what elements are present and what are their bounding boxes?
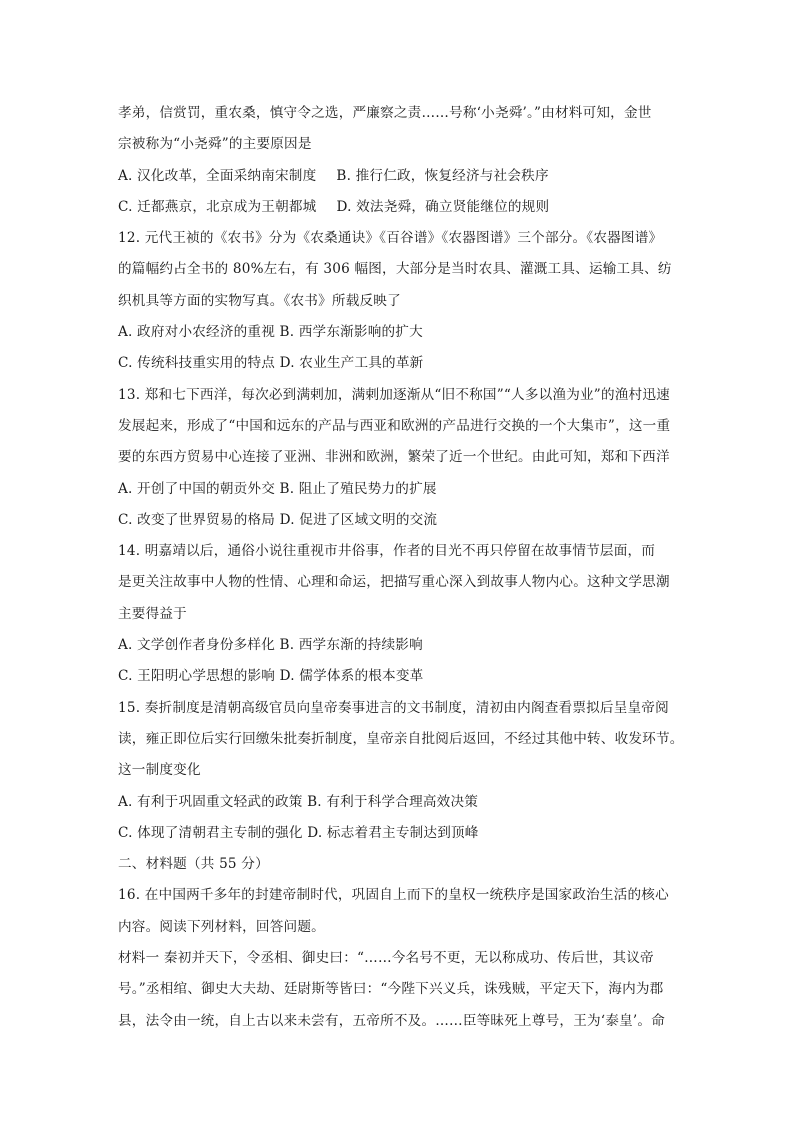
option-c: C. 迁都燕京，北京成为王朝都城 <box>118 198 317 215</box>
question-15 <box>118 693 684 849</box>
section-heading: 二、材料题（共 55 分） <box>118 856 269 873</box>
option-row <box>118 161 680 192</box>
question-stem-line: 是更关注故事中人物的性情、心理和命运，把描写重心深入到故事人物内心。这种文学思潮 <box>118 574 670 591</box>
material-line: 县，法令由一统，自上古以来未尝有，五帝所不及。……臣等昧死上尊号，王为‘泰皇’。命 <box>118 1012 665 1029</box>
question-13 <box>118 380 680 536</box>
question-stem-line: 主要得益于 <box>118 605 187 622</box>
question-stem-line: 13. 郑和七下西洋，每次必到满剌加，满剌加逐渐从“旧不称国”“人多以渔为业”的渔村迅速 <box>118 386 670 403</box>
question-stem-line: 的篇幅约占全书的 80%左右，有 306 幅图，大部分是当时农具、灌溉工具、运输工具、纺 <box>118 261 672 278</box>
question-12 <box>118 223 680 379</box>
question-14 <box>118 536 680 692</box>
document-page <box>118 98 684 1037</box>
question-stem-line: 15. 奏折制度是清朝高级官员向皇帝奏事进言的文书制度，清初由内阁查看票拟后呈皇帝阅 <box>118 699 669 716</box>
material-line: 材料一 秦初并天下，令丞相、御史曰：“……今名号不更，无以称成功、传后世，其议帝 <box>118 950 654 967</box>
option-row: C. 体现了清朝君主专制的强化 D. 标志着君主专制达到顶峰 <box>118 824 479 841</box>
text-line: 孝弟，信赏罚，重农桑，慎守令之选，严廉察之责……号称‘小尧舜’。”由材料可知，金世 <box>118 105 652 121</box>
question-stem-line: 这一制度变化 <box>118 762 201 779</box>
option-b: B. 推行仁政，恢复经济与社会秩序 <box>336 167 549 184</box>
question-stem-line: 读，雍正即位后实行回缴朱批奏折制度，皇帝亲自批阅后返回，不经过其他中转、收发环节。 <box>118 730 684 747</box>
option-row: A. 有利于巩固重文轻武的政策 B. 有利于科学合理高效决策 <box>118 793 479 810</box>
option-row: A. 文学创作者身份多样化 B. 西学东渐的持续影响 <box>118 637 423 654</box>
question-stem-line: 要的东西方贸易中心连接了亚洲、非洲和欧洲，繁荣了近一个世纪。由此可知，郑和下西洋 <box>118 449 670 466</box>
text-line: 宗被称为“小尧舜”的主要原因是 <box>118 136 312 153</box>
question-11-continued <box>118 98 680 223</box>
option-row <box>118 192 680 223</box>
option-row: A. 开创了中国的朝贡外交 B. 阻止了殖民势力的扩展 <box>118 480 437 497</box>
option-row: C. 改变了世界贸易的格局 D. 促进了区域文明的交流 <box>118 511 438 528</box>
question-stem-line: 16. 在中国两千多年的封建帝制时代，巩固自上而下的皇权一统秩序是国家政治生活的核心 <box>118 887 669 904</box>
question-stem-line: 12. 元代王祯的《农书》分为《农桑通诀》《百谷谱》《农器图谱》三个部分。《农器图谱》 <box>118 230 663 247</box>
option-row: C. 传统科技重实用的特点 D. 农业生产工具的革新 <box>118 355 424 372</box>
question-stem-line: 内容。阅读下列材料，回答问题。 <box>118 918 325 935</box>
material-line: 号。”丞相绾、御史大夫劫、廷尉斯等皆曰：“今陛下兴义兵，诛残贼，平定天下，海内为郡 <box>118 981 664 998</box>
option-row: A. 政府对小农经济的重视 B. 西学东渐影响的扩大 <box>118 324 423 341</box>
question-16 <box>118 880 680 1036</box>
question-stem-line: 织机具等方面的实物写真。《农书》所载反映了 <box>118 292 401 309</box>
question-stem-line: 发展起来，形成了“中国和远东的产品与西亚和欧洲的产品进行交换的一个大集市”，这一重 <box>118 417 671 434</box>
question-stem-line: 14. 明嘉靖以后，通俗小说往重视市井俗事，作者的目光不再只停留在故事情节层面，而 <box>118 543 656 560</box>
option-row: C. 王阳明心学思想的影响 D. 儒学体系的根本变革 <box>118 668 424 685</box>
option-a: A. 汉化改革，全面采纳南宋制度 <box>118 167 317 184</box>
option-d: D. 效法尧舜，确立贤能继位的规则 <box>336 198 550 215</box>
